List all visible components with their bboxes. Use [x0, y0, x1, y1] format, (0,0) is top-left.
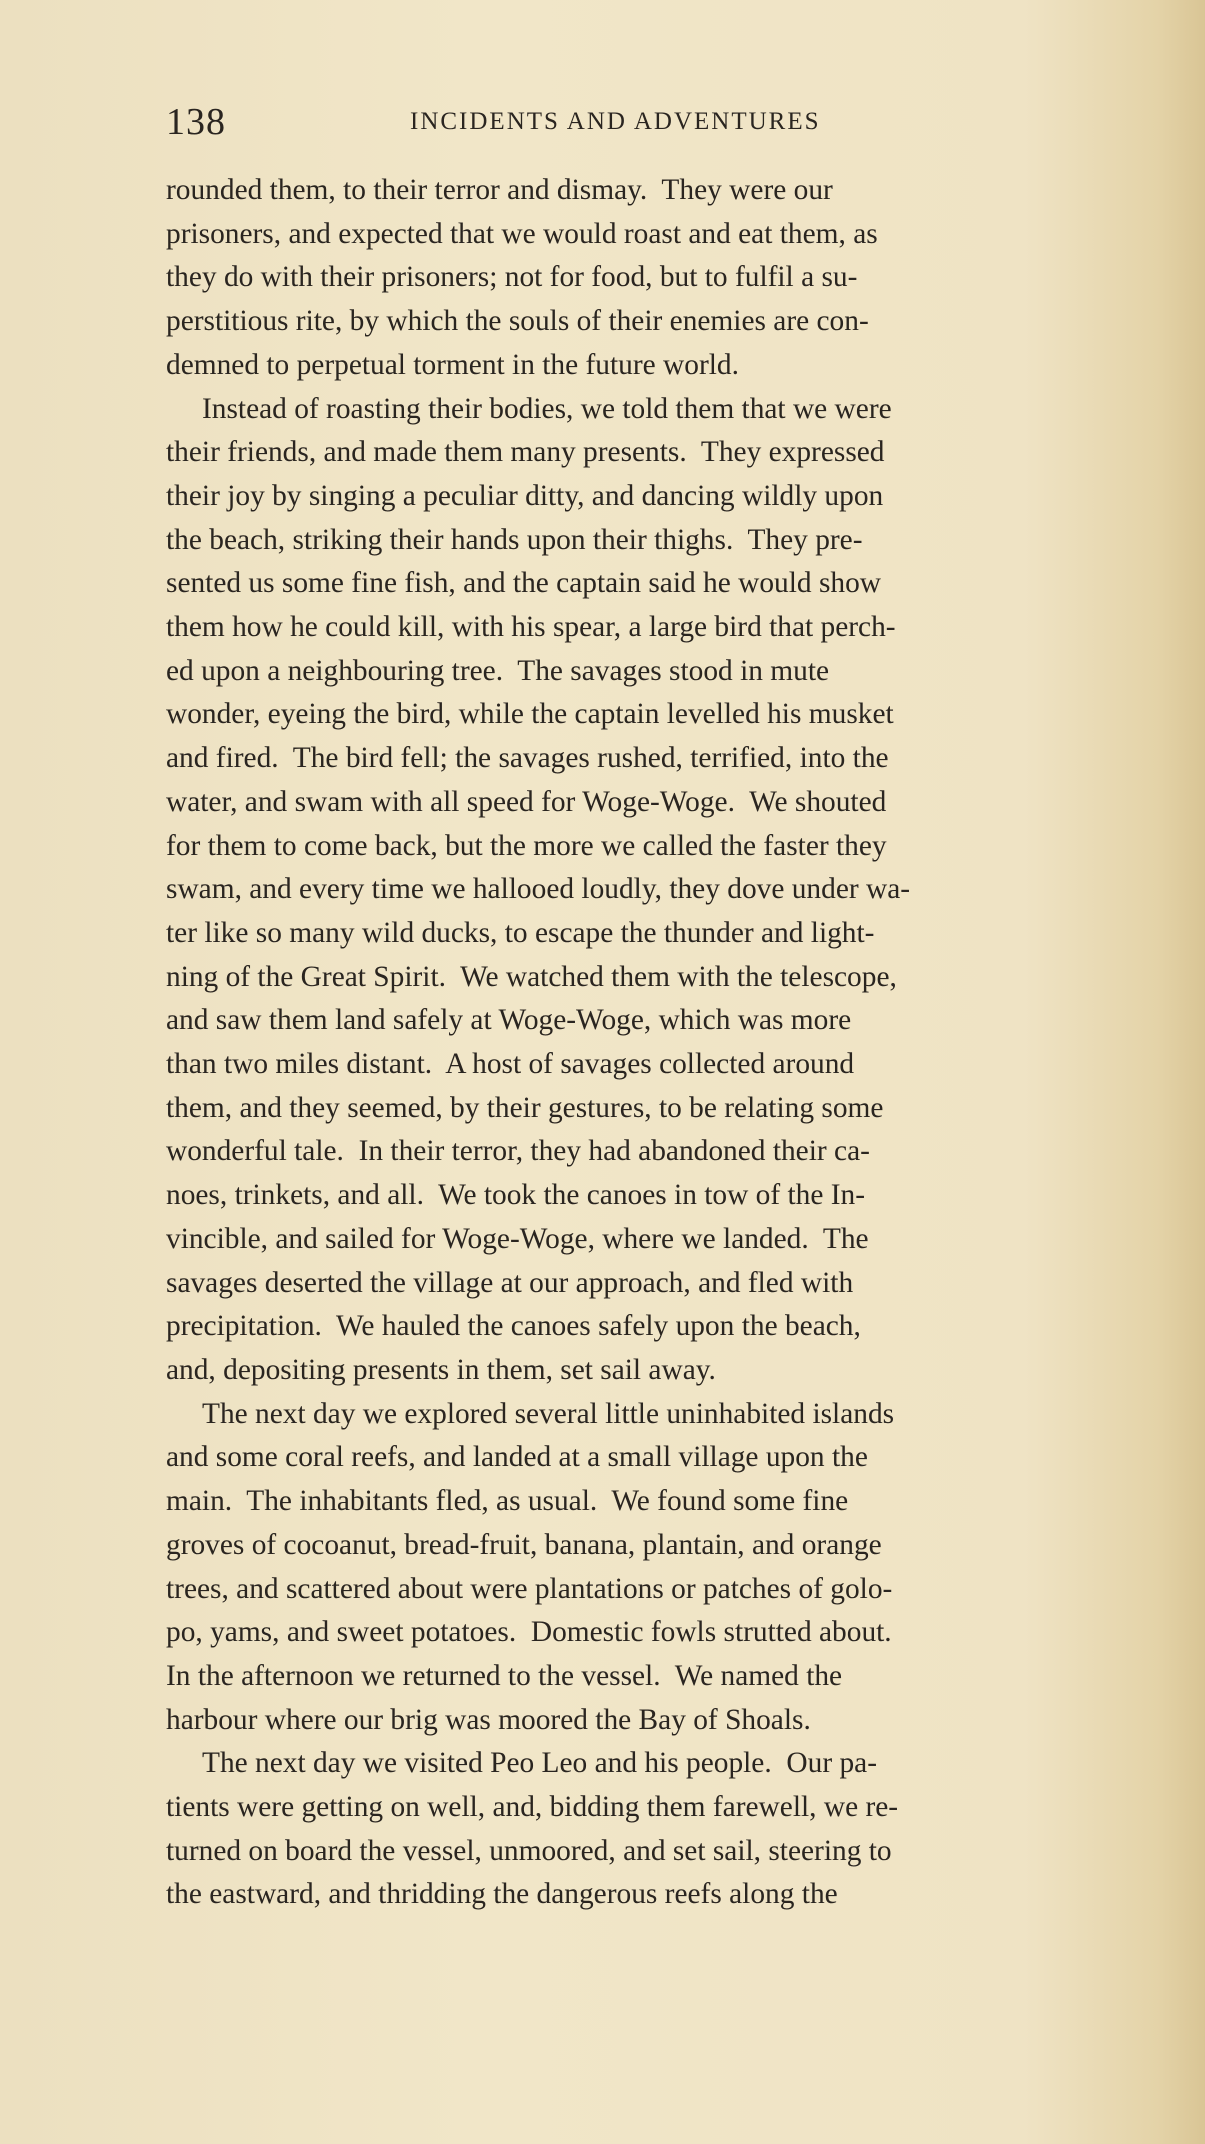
text-line: and fired. The bird fell; the savages rushed, terrified, into the: [166, 742, 889, 775]
text-line: they do with their prisoners; not for food, but to fulfil a su-: [166, 261, 858, 294]
text-line: ed upon a neighbouring tree. The savages stood in mute: [166, 654, 830, 687]
text-line: noes, trinkets, and all. We took the canoes in tow of the In-: [166, 1179, 866, 1212]
text-line: them, and they seemed, by their gestures, to be relating some: [166, 1091, 884, 1124]
text-line: precipitation. We hauled the canoes safely upon the beach,: [166, 1310, 861, 1343]
page-header: [166, 100, 918, 150]
text-line: wonderful tale. In their terror, they had abandoned their ca-: [166, 1135, 870, 1168]
text-line: swam, and every time we hallooed loudly, they dove under wa-: [166, 873, 911, 906]
text-line: ter like so many wild ducks, to escape the thunder and light-: [166, 916, 875, 949]
text-line: groves of cocoanut, bread-fruit, banana, plantain, and orange: [166, 1528, 882, 1561]
body-text: [166, 169, 1146, 1917]
text-line: for them to come back, but the more we called the faster they: [166, 829, 887, 862]
text-line: wonder, eyeing the bird, while the captain levelled his musket: [166, 698, 894, 731]
text-line: ning of the Great Spirit. We watched them with the telescope,: [166, 960, 897, 993]
text-line: their friends, and made them many presents. They expressed: [166, 436, 885, 469]
text-line: water, and swam with all speed for Woge-Woge. We shouted: [166, 785, 887, 818]
text-line: the eastward, and thridding the dangerous reefs along the: [166, 1878, 838, 1911]
text-line: their joy by singing a peculiar ditty, and dancing wildly upon: [166, 479, 884, 512]
text-line: tients were getting on well, and, bidding them farewell, we re-: [166, 1791, 899, 1824]
text-line: than two miles distant. A host of savages collected around: [166, 1048, 855, 1081]
text-line: main. The inhabitants fled, as usual. We found some fine: [166, 1485, 849, 1518]
text-line: The next day we explored several little uninhabited islands: [202, 1397, 895, 1430]
text-line: and, depositing presents in them, set sail away.: [166, 1353, 716, 1386]
running-head: INCIDENTS AND ADVENTURES: [410, 108, 821, 135]
text-line: and saw them land safely at Woge-Woge, which was more: [166, 1004, 852, 1037]
page-number: 138: [166, 101, 226, 143]
text-line: Instead of roasting their bodies, we told them that we were: [202, 392, 892, 425]
text-line: trees, and scattered about were plantations or patches of golo-: [166, 1572, 893, 1605]
text-line: harbour where our brig was moored the Bay of Shoals.: [166, 1703, 811, 1736]
text-line: rounded them, to their terror and dismay. They were our: [166, 174, 833, 206]
text-line: sented us some fine fish, and the captain said he would show: [166, 567, 882, 600]
text-line: In the afternoon we returned to the vessel. We named the: [166, 1659, 843, 1692]
text-line: and some coral reefs, and landed at a small village upon the: [166, 1441, 868, 1474]
text-line: perstitious rite, by which the souls of their enemies are con-: [166, 305, 869, 338]
text-line: them how he could kill, with his spear, a large bird that perch-: [166, 611, 896, 644]
text-line: demned to perpetual torment in the future world.: [166, 348, 739, 381]
text-line: The next day we visited Peo Leo and his people. Our pa-: [202, 1747, 877, 1780]
text-line: prisoners, and expected that we would roast and eat them, as: [166, 217, 878, 250]
text-line: turned on board the vessel, unmoored, and set sail, steering to: [166, 1834, 892, 1867]
text-line: vincible, and sailed for Woge-Woge, where we landed. The: [166, 1222, 869, 1255]
text-line: po, yams, and sweet potatoes. Domestic fowls strutted about.: [166, 1616, 892, 1649]
text-line: the beach, striking their hands upon their thighs. They pre-: [166, 523, 863, 556]
text-line: savages deserted the village at our approach, and fled with: [166, 1266, 854, 1299]
